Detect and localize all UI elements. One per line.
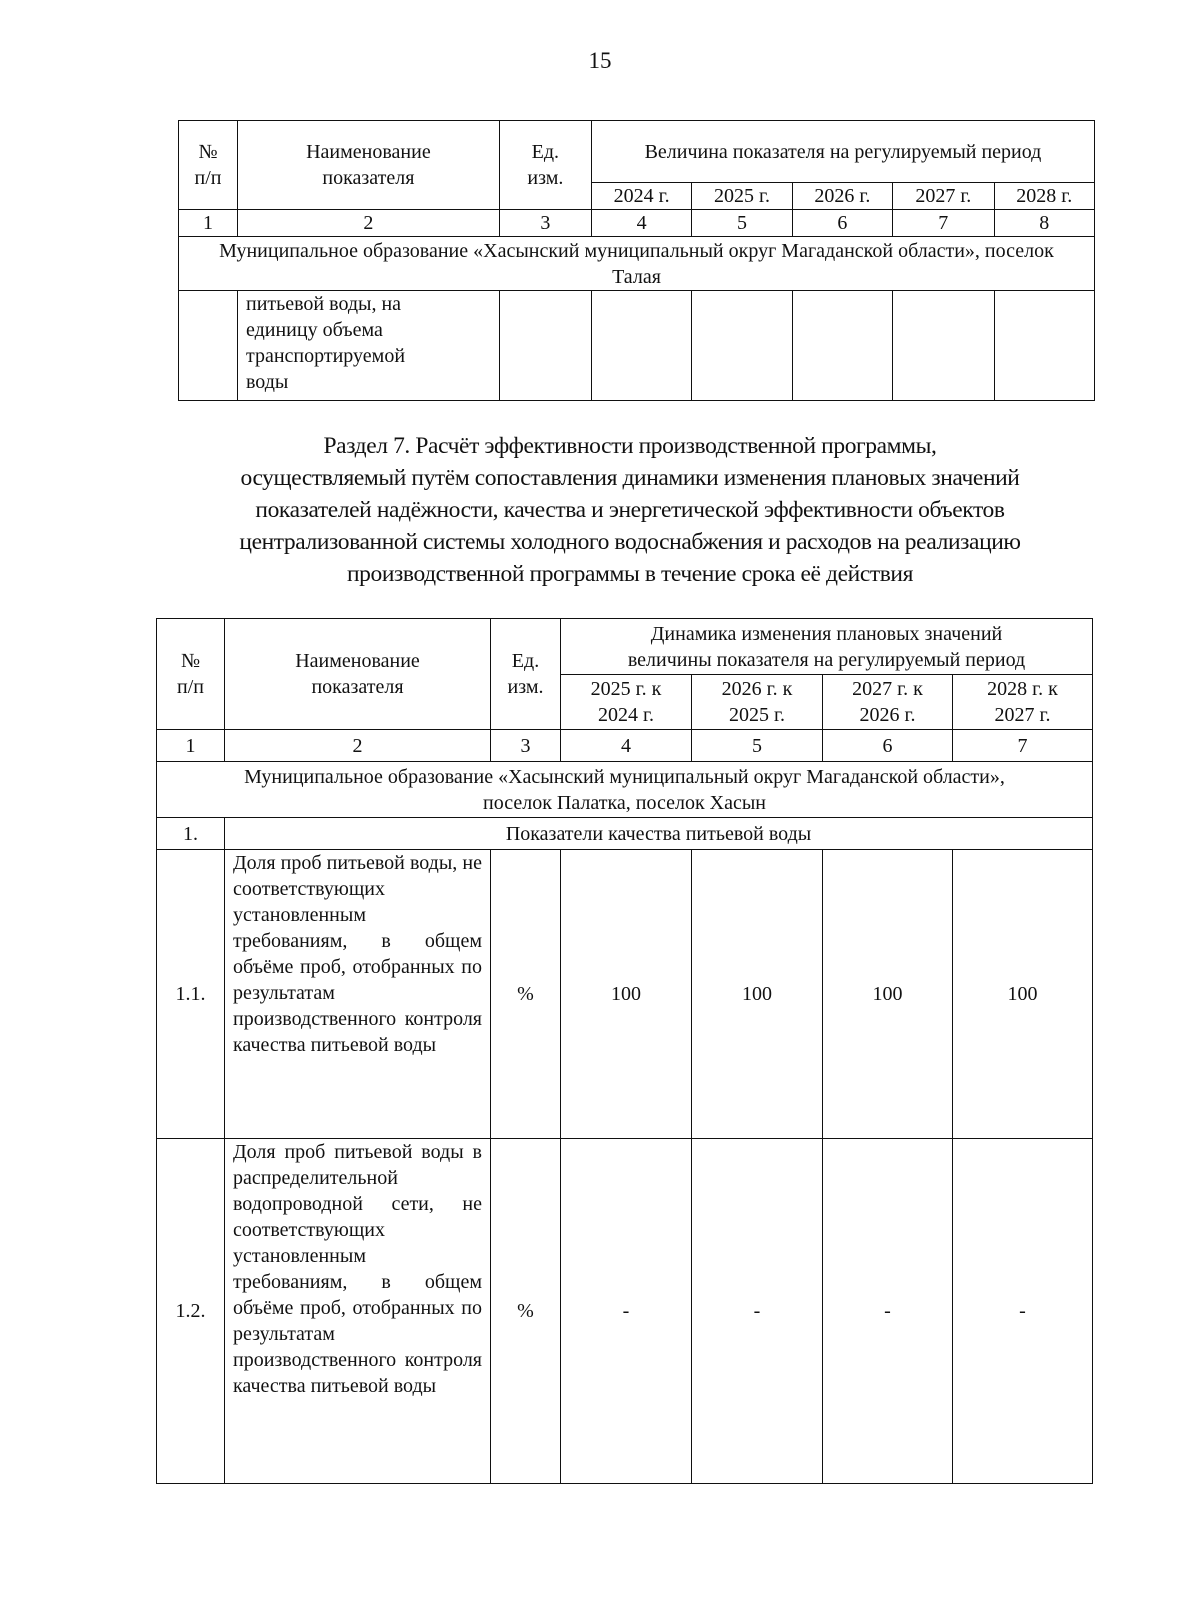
- column-number: 3: [499, 210, 591, 237]
- column-number: 4: [591, 210, 691, 237]
- row-value: -: [692, 1139, 823, 1484]
- section-title: Муниципальное образование «Хасынский муниципальный округ Магаданской области», поселок Талая: [179, 237, 1095, 291]
- column-number: 2: [225, 730, 491, 762]
- row-name: Доля проб питьевой воды в распределительной водопроводной сети, не соответствующих установленным требованиям, в общем объёме проб, отобранных по результатам производственного контроля качества питьевой воды: [225, 1139, 491, 1484]
- title-line: осуществляемый путём сопоставления динамики изменения плановых значений: [240, 465, 1020, 491]
- header-period: 2028 г. к 2027 г.: [953, 675, 1093, 730]
- header-year: 2028 г.: [994, 183, 1094, 210]
- page-number: 15: [588, 48, 612, 73]
- row-value: 100: [692, 850, 823, 1139]
- table-row: [157, 1139, 1093, 1484]
- title-line: показателей надёжности, качества и энергетической эффективности объектов: [255, 497, 1005, 523]
- header-year: 2026 г.: [792, 183, 892, 210]
- row-num: 1.2.: [157, 1139, 225, 1484]
- column-number: 7: [953, 730, 1093, 762]
- row-value: -: [823, 1139, 953, 1484]
- row-value: -: [953, 1139, 1093, 1484]
- header-year: 2027 г.: [893, 183, 994, 210]
- efficiency-table: [156, 618, 1093, 1484]
- header-period: 2025 г. к 2024 г.: [561, 675, 692, 730]
- column-number: 4: [561, 730, 692, 762]
- header-num: № п/п: [179, 121, 238, 210]
- row-unit: %: [491, 850, 561, 1139]
- title-line: Раздел 7. Расчёт эффективности производственной программы,: [323, 433, 937, 459]
- row-value: 100: [953, 850, 1093, 1139]
- section-title: Муниципальное образование «Хасынский муниципальный округ Магаданской области», поселок Палатка, поселок Хасын: [157, 762, 1093, 818]
- row-value: 100: [823, 850, 953, 1139]
- column-number: 6: [792, 210, 892, 237]
- column-number: 2: [237, 210, 499, 237]
- header-unit: Ед. изм.: [499, 121, 591, 210]
- header-name: Наименование показателя: [225, 619, 491, 730]
- table-row: [157, 850, 1093, 1139]
- title-line: централизованной системы холодного водоснабжения и расходов на реализацию: [239, 529, 1021, 555]
- group-num: 1.: [157, 818, 225, 850]
- title-line: производственной программы в течение срока её действия: [346, 561, 913, 587]
- row-name: Доля проб питьевой воды, не соответствующих установленным требованиям, в общем объёме проб, отобранных по результатам производственного контроля качества питьевой воды: [225, 850, 491, 1139]
- header-year: 2024 г.: [591, 183, 691, 210]
- row-name: питьевой воды, на единицу объема транспортируемой воды: [237, 291, 499, 401]
- header-period: 2027 г. к 2026 г.: [823, 675, 953, 730]
- column-number: 5: [692, 730, 823, 762]
- row-value: 100: [561, 850, 692, 1139]
- header-period: 2026 г. к 2025 г.: [692, 675, 823, 730]
- row-num: [179, 291, 238, 401]
- column-number: 1: [157, 730, 225, 762]
- column-number: 6: [823, 730, 953, 762]
- row-value: -: [561, 1139, 692, 1484]
- column-number: 8: [994, 210, 1094, 237]
- row-unit: %: [491, 1139, 561, 1484]
- header-dynamics: Динамика изменения плановых значений величины показателя на регулируемый период: [561, 619, 1093, 675]
- header-year: 2025 г.: [692, 183, 792, 210]
- indicator-table-talaya: [178, 120, 1095, 401]
- section-7-title: [190, 430, 1070, 590]
- column-number: 7: [893, 210, 994, 237]
- header-name: Наименование показателя: [237, 121, 499, 210]
- column-number: 3: [491, 730, 561, 762]
- column-number: 5: [692, 210, 792, 237]
- header-num: № п/п: [157, 619, 225, 730]
- header-period: Величина показателя на регулируемый период: [591, 121, 1094, 183]
- header-unit: Ед. изм.: [491, 619, 561, 730]
- column-number: 1: [179, 210, 238, 237]
- row-num: 1.1.: [157, 850, 225, 1139]
- group-title: Показатели качества питьевой воды: [225, 818, 1093, 850]
